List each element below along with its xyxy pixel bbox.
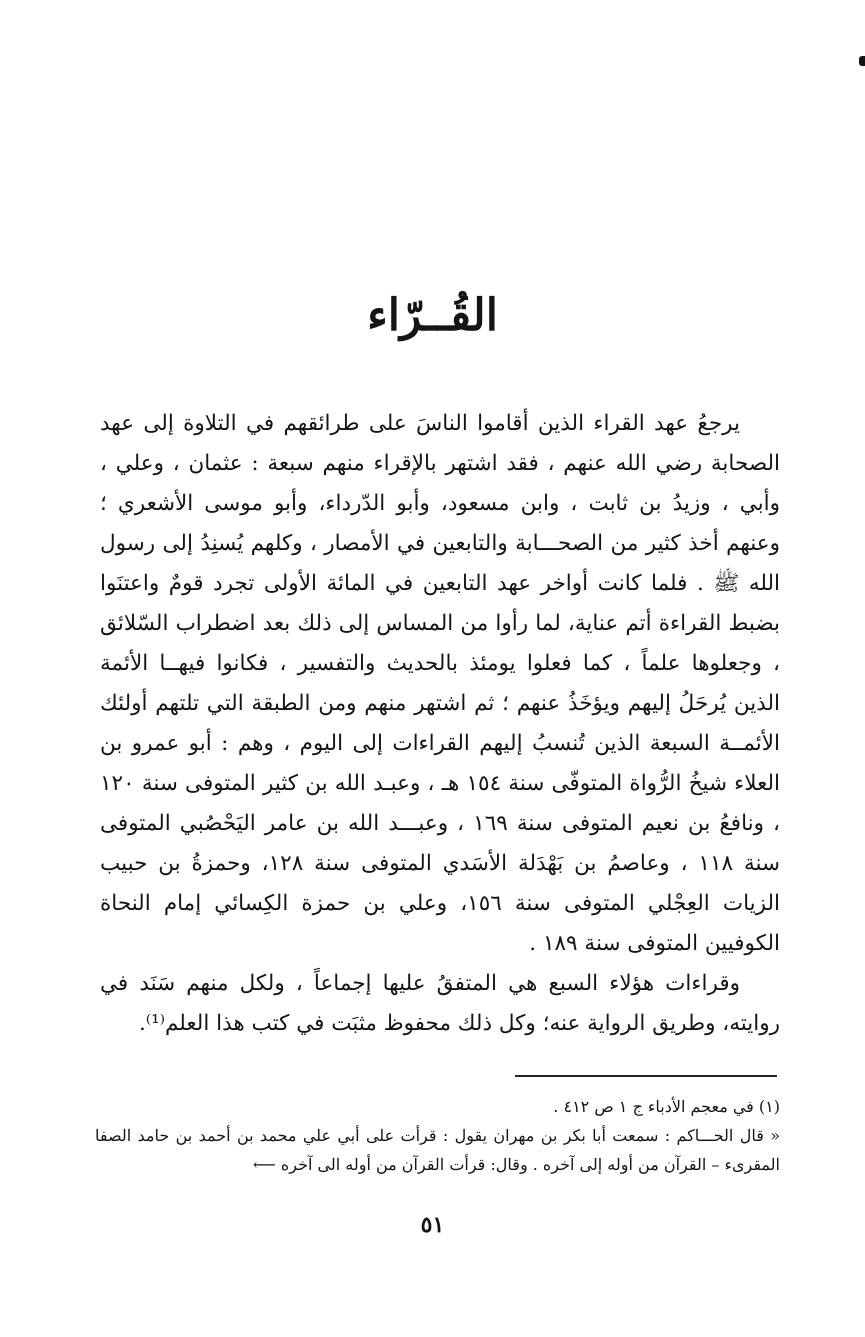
footnotes: [95, 1092, 780, 1179]
page-number: ٥١: [420, 1212, 445, 1238]
scan-edge-mark: [859, 56, 865, 66]
footnote-1: (١) في معجم الأدباء ج ١ ص ٤١٢ .: [553, 1097, 780, 1116]
paragraph-1: يرجعُ عهد القراء الذين أقاموا الناسَ على طرائقهم في التلاوة إلى عهد الصحابة رضي الله عنهم ، فقد اشتهر بالإقراء منهم سبعة : عثمان ، وعلي ، وأبي ، وزيدُ بن ثابت ، وابن مسعود، وأبو الدّرداء، وأبو موسى الأشعري ؛ وعنهم أخذ كثير من الصحـــابة والتابعين في الأمصار ، وكلهم يُسنِدُ إلى رسول الله ﷺ . فلما كانت أواخر عهد التابعين في المائة الأولى تجرد قومٌ واعتنَوا بضبط القراءة أتم عناية، لما رأوا من المساس إلى ذلك بعد اضطراب السّلائق ، وجعلوها علماً ، كما فعلوا يومئذ بالحديث والتفسير ، فكانوا فيهــا الأئمة الذين يُرحَلُ إليهم ويؤخَذُ عنهم ؛ ثم اشتهر منهم ومن الطبقة التي تلتهم أولئك الأئمــة السبعة الذين تُنسبُ إليهم القراءات إلى اليوم ، وهم : أبو عمرو بن العلاء شيخُ الرُّواة المتوفّى سنة ١٥٤ هـ ، وعبـد الله بن كثير المتوفى سنة ١٢٠ ، ونافعُ بن نعيم المتوفى سنة ١٦٩ ، وعبـــد الله بن عامر اليَحْصُبي المتوفى سنة ١١٨ ، وعاصمُ بن بَهْدَلة الأسَدي المتوفى سنة ١٢٨، وحمزةُ بن حبيب الزيات العِجْلي المتوفى سنة ١٥٦، وعلي بن حمزة الكِسائي إمام النحاة الكوفيين المتوفى سنة ١٨٩ .: [100, 411, 781, 956]
footnote-1-quote: « قال الحـــاكم : سمعت أبا بكر بن مهران يقول : قرأت على أبي علي محمد بن أحمد بن حامد الصفا المقرىء – القرآن من أوله إلى آخره . وقال: قرأت القرآن من أوله الى آخره ⟵: [95, 1126, 780, 1174]
chapter-title: القُــرّاء: [367, 290, 498, 341]
main-text: [100, 404, 780, 1044]
footnote-divider: [515, 1075, 777, 1077]
paragraph-2: وقراءات هؤلاء السبع هي المتفقُ عليها إجماعاً ، ولكل منهم سَنَد في روايته، وطريق الرواية عنه؛ وكل ذلك محفوظ مثبَت في كتب هذا العلم⁽¹⁾.: [100, 971, 780, 1036]
